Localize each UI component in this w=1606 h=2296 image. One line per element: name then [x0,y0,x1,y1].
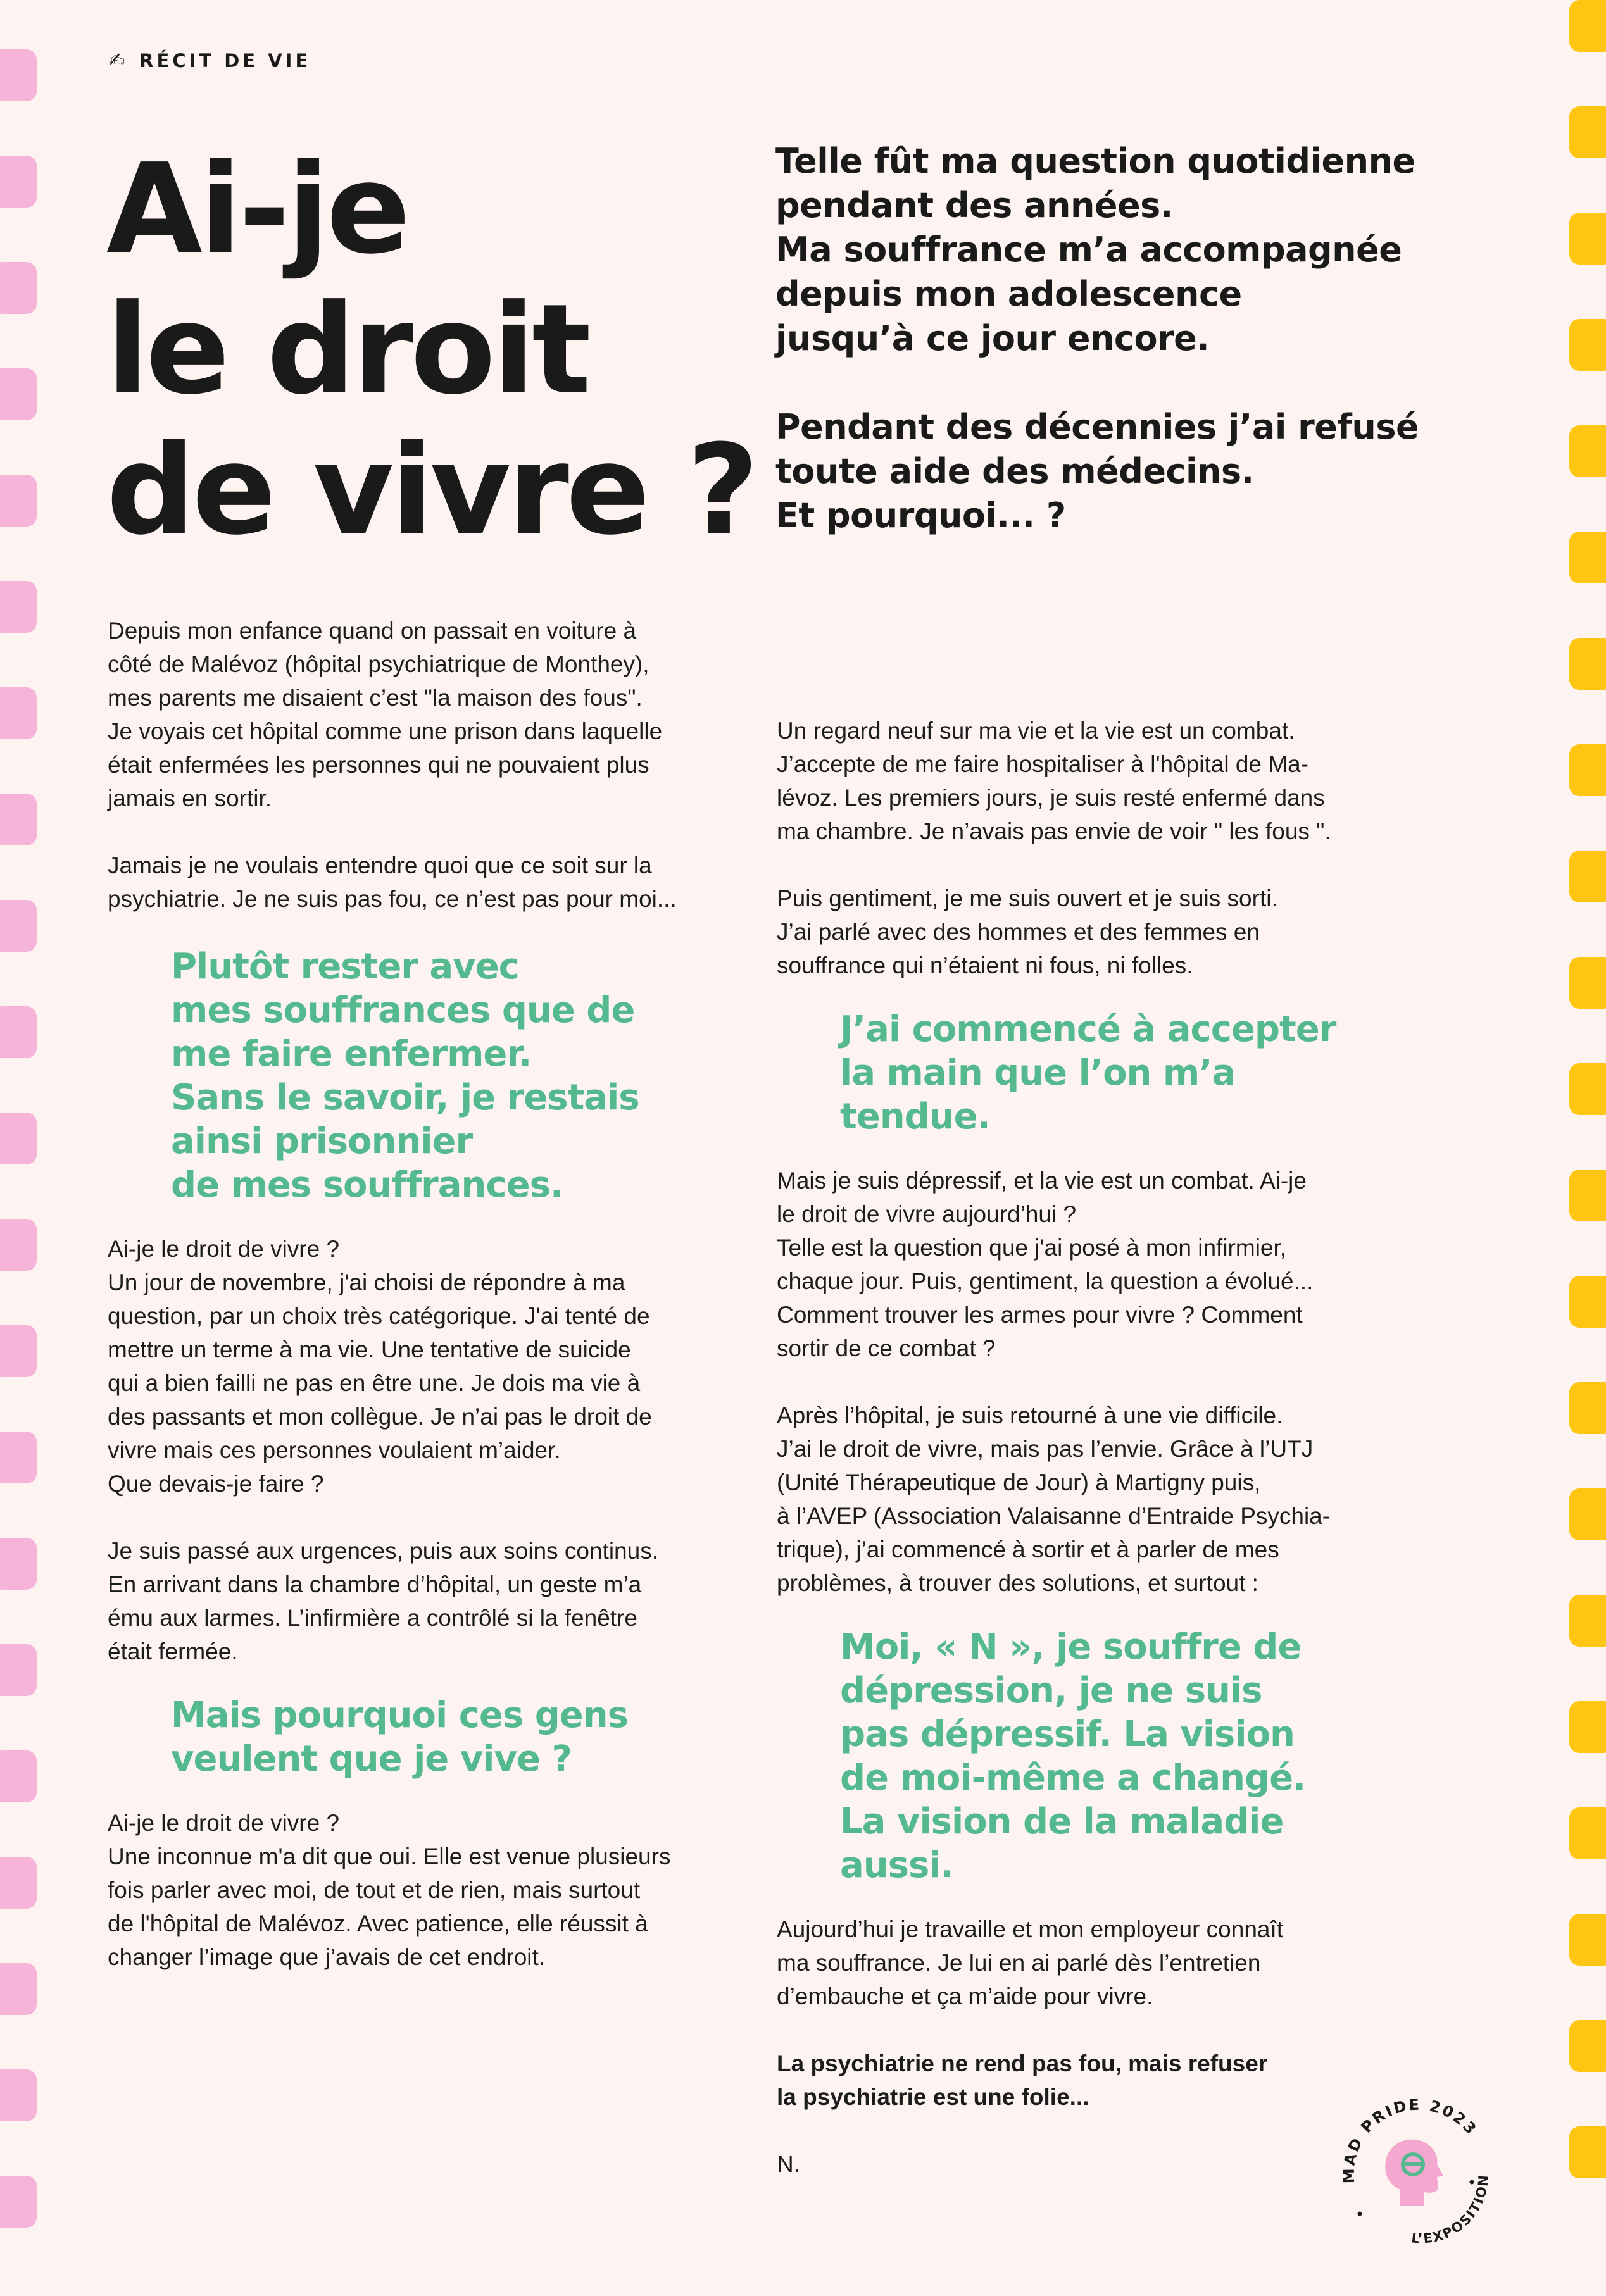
lead-paragraph [775,405,1440,538]
text-line: J’ai le droit de vivre, mais pas l’envie. Grâce à l’UTJ [777,1436,1314,1462]
pull-quote [171,1694,706,1781]
text-line: fois parler avec moi, de tout et de rien, mais surtout [108,1877,641,1903]
text-line: mes souffrances que de [171,990,635,1031]
left-column [108,614,706,1974]
right-edge-tab [1569,1488,1606,1540]
text-line: Pendant des décennies j’ai refusé [775,407,1419,447]
text-line: lévoz. Les premiers jours, je suis resté enfermé dans [777,785,1325,811]
text-line: des passants et mon collègue. Je n’ai pas le droit de [108,1404,652,1430]
text-line: Telle est la question que j'ai posé à mon infirmier, [777,1235,1287,1261]
text-line: J’accepte de me faire hospitaliser à l'hôpital de Ma- [777,751,1308,777]
text-line: J’ai commencé à accepter [840,1009,1336,1050]
right-edge-tab [1569,2020,1606,2072]
text-line: Ai-je le droit de vivre ? [108,1236,340,1262]
right-edge-tab [1569,744,1606,796]
left-edge-tab [0,794,37,845]
right-edge-tabs [1562,0,1606,2296]
text-line: chaque jour. Puis, gentiment, la question a évolué... [777,1268,1314,1294]
badge-bottom-text: L’EXPOSITION [1410,2173,1491,2247]
right-edge-tab [1569,532,1606,583]
text-line: aussi. [840,1845,953,1886]
left-edge-tab [0,368,37,420]
text-line: Un regard neuf sur ma vie et la vie est un combat. [777,718,1295,744]
text-line: à l’AVEP (Association Valaisanne d’Entraide Psychia- [777,1503,1331,1529]
text-line: jusqu’à ce jour encore. [775,318,1210,358]
right-edge-tab [1569,213,1606,265]
body-paragraph [108,849,706,916]
body-paragraph [777,882,1375,982]
right-edge-tab [1569,851,1606,902]
text-line: Puis gentiment, je me suis ouvert et je suis sorti. [777,885,1278,911]
text-line: le droit de vivre aujourd’hui ? [777,1201,1077,1227]
text-line: toute aide des médecins. [775,451,1254,491]
right-edge-tab [1569,1595,1606,1647]
rubric-label: RÉCIT DE VIE [139,49,311,72]
text-line: Que devais-je faire ? [108,1471,324,1497]
mad-pride-badge [1323,2069,1513,2259]
text-line: jamais en sortir. [108,785,272,811]
text-line: Une inconnue m'a dit que oui. Elle est venue plusieurs [108,1844,671,1869]
left-edge-tab [0,475,37,527]
text-line: question, par un choix très catégorique. J'ai tenté de [108,1303,650,1329]
text-line: pas dépressif. La vision [840,1714,1295,1755]
text-line: dépression, je ne suis [840,1670,1262,1711]
text-line: veulent que je vive ? [171,1738,572,1780]
page-title [106,139,756,561]
right-edge-tab [1569,319,1606,371]
right-edge-tab [1569,1063,1606,1115]
title-line: le droit [106,278,588,422]
left-edge-tab [0,1538,37,1590]
text-line: Comment trouver les armes pour vivre ? Comment [777,1302,1303,1328]
text-line: me faire enfermer. [171,1033,532,1075]
text-line: changer l’image que j’avais de cet endroit. [108,1944,546,1970]
text-line: Mais je suis dépressif, et la vie est un combat. Ai-je [777,1168,1307,1194]
text-line: En arrivant dans la chambre d’hôpital, un geste m’a [108,1571,642,1597]
body-paragraph [777,1164,1375,1365]
text-line: Telle fût ma question quotidienne [775,141,1415,181]
text-line: ma chambre. Je n’avais pas envie de voir " les fous ". [777,818,1331,844]
body-paragraph [108,1534,706,1668]
conclusion-paragraph [777,2047,1375,2114]
text-line: Ai-je le droit de vivre ? [108,1810,340,1836]
text-line: côté de Malévoz (hôpital psychiatrique de Monthey), [108,651,649,677]
left-edge-tab [0,900,37,952]
text-line: de l'hôpital de Malévoz. Avec patience, elle réussit à [108,1911,648,1937]
text-line: ma souffrance. Je lui en ai parlé dès l’entretien [777,1950,1261,1976]
text-line: vivre mais ces personnes voulaient m’aider. [108,1437,561,1463]
text-line: Plutôt rester avec [171,946,519,987]
text-line: était fermée. [108,1638,238,1664]
right-edge-tab [1569,638,1606,690]
right-edge-tab [1569,1170,1606,1221]
text-line: trique), j’ai commencé à sortir et à parler de mes [777,1537,1279,1563]
text-line: Après l’hôpital, je suis retourné à une vie difficile. [777,1402,1283,1428]
body-paragraph [777,714,1375,848]
left-edge-tab [0,581,37,633]
pull-quote [171,945,706,1207]
title-line: Ai-je [106,137,408,282]
pen-icon: ✍ [109,49,129,72]
text-line: Un jour de novembre, j'ai choisi de répondre à ma [108,1270,625,1295]
text-line: (Unité Thérapeutique de Jour) à Martigny puis, [777,1469,1261,1495]
left-edge-tab [0,1750,37,1802]
text-line: pendant des années. [775,185,1173,225]
right-edge-tab [1569,1914,1606,1966]
text-line: psychiatrie. Je ne suis pas fou, ce n’est pas pour moi... [108,886,677,912]
text-line: d’embauche et ça m’aide pour vivre. [777,1983,1153,2009]
left-edge-tab [0,1325,37,1377]
pull-quote [840,1625,1375,1887]
left-edge-tab [0,156,37,208]
left-edge-tab [0,1963,37,2015]
right-edge-tab [1569,106,1606,158]
text-line: Je voyais cet hôpital comme une prison dans laquelle [108,718,663,744]
text-line: la psychiatrie est une folie... [777,2084,1089,2110]
left-edge-tab [0,2069,37,2121]
text-line: Et pourquoi... ? [775,496,1066,535]
left-edge-tab [0,1644,37,1696]
left-edge-tab [0,1219,37,1271]
head-logo-icon [1385,2140,1443,2206]
lead-intro [775,139,1440,582]
text-line: de mes souffrances. [171,1164,563,1206]
right-edge-tab [1569,1701,1606,1753]
left-edge-tab [0,262,37,314]
text-line: J’ai parlé avec des hommes et des femmes en [777,919,1260,945]
left-edge-tabs [0,0,44,2296]
left-edge-tab [0,1857,37,1909]
right-edge-tab [1569,425,1606,477]
text-line: La psychiatrie ne rend pas fou, mais refuser [777,2050,1268,2076]
text-line: de moi-même a changé. [840,1757,1306,1799]
text-line: La vision de la maladie [840,1801,1284,1842]
text-line: était enfermées les personnes qui ne pouvaient plus [108,752,649,778]
text-line: qui a bien failli ne pas en être une. Je dois ma vie à [108,1370,641,1396]
title-line: de vivre ? [106,418,756,563]
right-edge-tab [1569,0,1606,52]
text-line: mettre un terme à ma vie. Une tentative de suicide [108,1337,631,1363]
text-line: Mais pourquoi ces gens [171,1695,628,1736]
text-line: Aujourd’hui je travaille et mon employeur connaît [777,1916,1284,1942]
text-line: souffrance qui n’étaient ni fous, ni folles. [777,952,1193,978]
body-paragraph [108,1806,706,1974]
left-edge-tab [0,1006,37,1058]
right-edge-tab [1569,1382,1606,1434]
body-paragraph [777,1399,1375,1600]
signature: N. [777,2151,800,2177]
text-line: Je suis passé aux urgences, puis aux soins continus. [108,1538,658,1564]
body-paragraph [777,1912,1375,2013]
text-line: depuis mon adolescence [775,274,1242,314]
text-line: ainsi prisonnier [171,1121,473,1162]
text-line: Depuis mon enfance quand on passait en voiture à [108,618,637,644]
left-edge-tab [0,1113,37,1164]
left-edge-tab [0,49,37,101]
right-column [777,714,1375,2181]
text-line: mes parents me disaient c’est "la maison des fous". [108,685,643,711]
pull-quote [840,1008,1375,1139]
left-edge-tab [0,1432,37,1483]
body-paragraph [108,1232,706,1501]
right-edge-tab [1569,1807,1606,1859]
text-line: Ma souffrance m’a accompagnée [775,230,1402,270]
left-edge-tab [0,2176,37,2228]
text-line: Jamais je ne voulais entendre quoi que ce soit sur la [108,852,652,878]
right-edge-tab [1569,957,1606,1009]
badge-top-text: MAD PRIDE 2023 [1339,2095,1481,2184]
text-line: problèmes, à trouver des solutions, et surtout : [777,1570,1258,1596]
section-rubric [109,49,311,72]
body-paragraph [108,614,706,815]
text-line: Moi, « N », je souffre de [840,1626,1302,1668]
text-line: la main que l’on m’a tendue. [840,1052,1236,1137]
left-edge-tab [0,687,37,739]
lead-paragraph [775,139,1440,361]
right-edge-tab [1569,2126,1606,2178]
text-line: sortir de ce combat ? [777,1335,996,1361]
text-line: ému aux larmes. L’infirmière a contrôlé si la fenêtre [108,1605,637,1631]
right-edge-tab [1569,1276,1606,1328]
text-line: Sans le savoir, je restais [171,1077,639,1118]
